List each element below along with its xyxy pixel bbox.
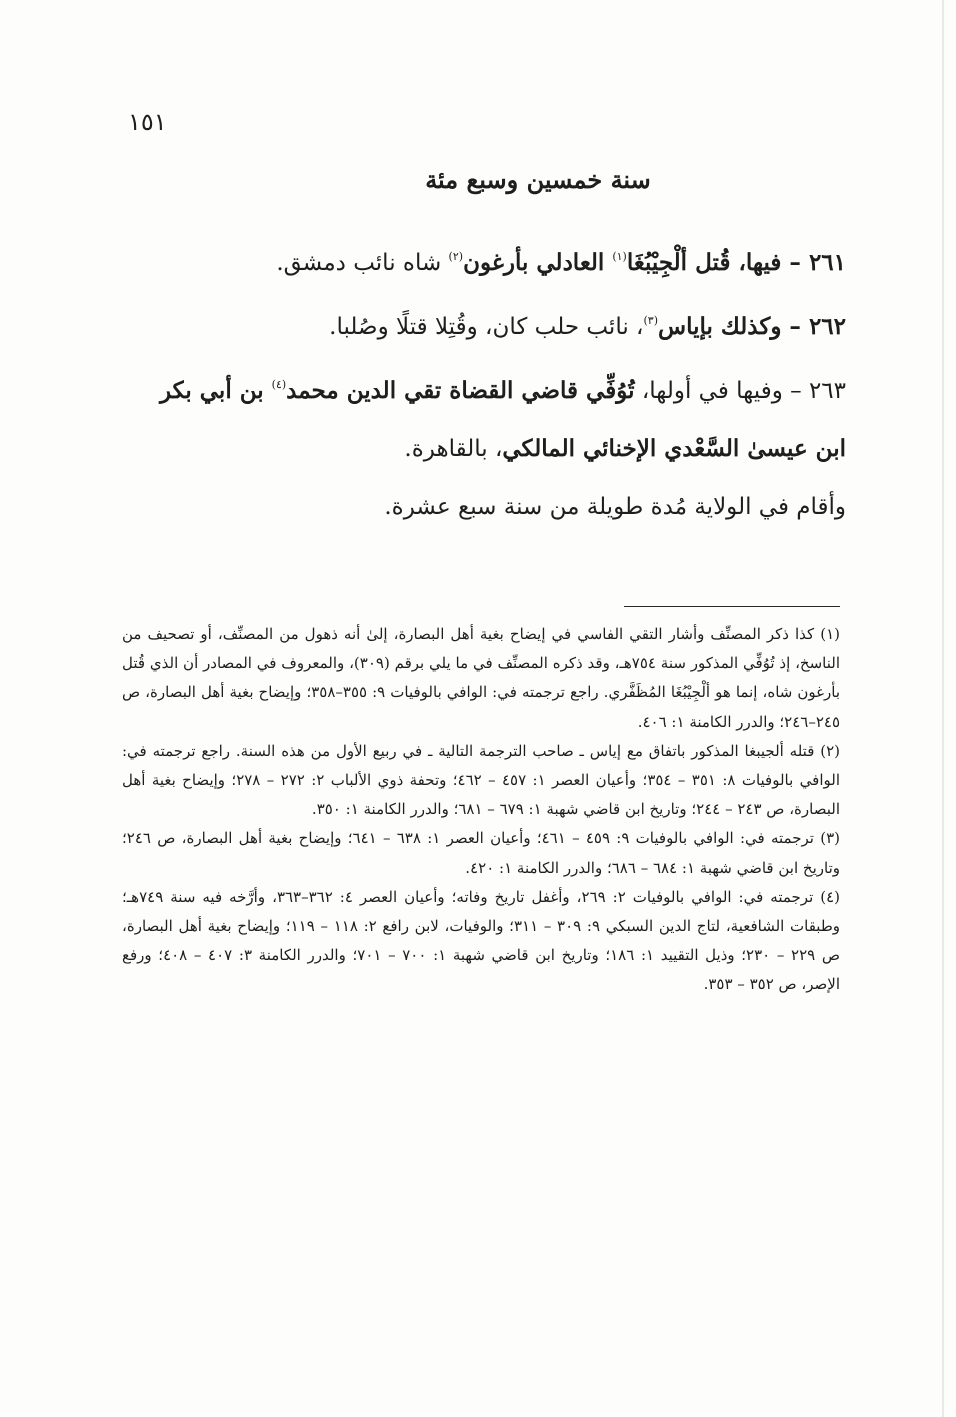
entry-261-tail: شاه نائب دمشق. [276, 250, 449, 276]
entry-262-lead: ٢٦٢ – وكذلك بإياس [658, 313, 846, 340]
entry-261-mid: العادلي بأرغون [463, 249, 613, 276]
entry-263-lead: ٢٦٣ – وفيها في أولها، [634, 378, 846, 404]
entry-263-bold: تُوُفِّي قاضي القضاة تقي الدين محمد [286, 377, 635, 404]
entry-262 [110, 292, 846, 356]
entry-261 [110, 228, 846, 292]
entry-263-line2 [110, 420, 846, 478]
entry-263-line2-bold: ابن عيسىٰ السَّعْدي الإخنائي المالكي [502, 435, 846, 462]
footnote-ref-2: (٢) [448, 250, 464, 263]
entry-263 [110, 356, 846, 420]
footnote-ref-4: (٤) [271, 378, 287, 391]
footnotes [122, 620, 840, 1000]
entry-261-lead: ٢٦١ – فيها، قُتل ألْجِيْبُغَا [626, 249, 846, 276]
entry-262-tail: ، نائب حلب كان، وقُتِلا قتلًا وصُلبا. [329, 314, 644, 340]
page-number: ١٥١ [128, 108, 167, 136]
main-text [110, 228, 846, 536]
page-edge-shadow [942, 0, 944, 1417]
footnote-ref-3: (٣) [643, 314, 658, 327]
footnote-3: (٣) ترجمته في: الوافي بالوفيات ٩: ٤٥٩ – ٤٦١؛ وأعيان العصر ١: ٦٣٨ – ٦٤١؛ وإيضاح بغية أهل البصارة، ص ٢٤٦؛ وتاريخ ابن قاضي شهبة ١: ٦٨٤ – ٦٨٦؛ والدرر الكامنة ١: ٤٢٠. [122, 829, 840, 877]
footnote-2: (٢) قتله ألجيبغا المذكور باتفاق مع إياس ـ صاحب الترجمة التالية ـ في ربيع الأول من هذه السنة. راجع ترجمته في: الوافي بالوفيات ٨: ٣٥١ – ٣٥٤؛ وأعيان العصر ١: ٤٥٧ – ٤٦٢؛ وتحفة ذوي الألباب ٢: ٢٧٢ – ٢٧٨؛ وإيضاح بغية أهل البصارة، ص ٢٤٣ – ٢٤٤؛ وتاريخ ابن قاضي شهبة ١: ٦٧٩ – ٦٨١؛ والدرر الكامنة ١: ٣٥٠. [122, 741, 840, 819]
footnote-4: (٤) ترجمته في: الوافي بالوفيات ٢: ٢٦٩، وأغفل تاريخ وفاته؛ وأعيان العصر ٤: ٣٦٢–٣٦٣، وأرَّخه فيه سنة ٧٤٩هـ؛ وطبقات الشافعية، لتاج الدين السبكي ٩: ٣٠٩ – ٣١١؛ والوفيات، لابن رافع ٢: ١١٨ – ١١٩؛ وإيضاح بغية أهل البصارة، ص ٢٢٩ – ٢٣٠؛ وذيل التقييد ١: ١٨٦؛ وتاريخ ابن قاضي شهبة ١: ٧٠٠ – ٧٠١؛ والدرر الكامنة ٣: ٤٠٧ – ٤٠٨؛ ورفع الإصر، ص ٣٥٢ – ٣٥٣. [122, 887, 841, 994]
continuation-paragraph: وأقام في الولاية مُدة طويلة من سنة سبع عشرة. [384, 494, 846, 520]
entry-263-tail: بن أبي بكر [159, 377, 272, 404]
footnote-1: (١) كذا ذكر المصنِّف وأشار التقي الفاسي في إيضاح بغية أهل البصارة، إلىٰ أنه ذهول من المصنِّف، أو تصحيف من الناسخ، إذ تُوُفِّي المذكور سنة ٧٥٤هـ، وقد ذكره المصنِّف في ما يلي برقم (٣٠٩)، والمعروف في المصادر أن الذي قُتل بأرغون شاه، إنما هو ألْجِيْبُغَا المُظَفَّري. راجع ترجمته في: الوافي بالوفيات ٩: ٣٥٥–٣٥٨؛ وإيضاح بغية أهل البصارة، ص ٢٤٥–٢٤٦؛ والدرر الكامنة ١: ٤٠٦. [122, 625, 841, 731]
footnote-separator [624, 606, 840, 607]
entry-263-line2-tail: ، بالقاهرة. [404, 436, 503, 462]
footnote-ref-1: (١) [612, 250, 627, 263]
section-heading: سنة خمسين وسبع مئة [425, 165, 651, 194]
